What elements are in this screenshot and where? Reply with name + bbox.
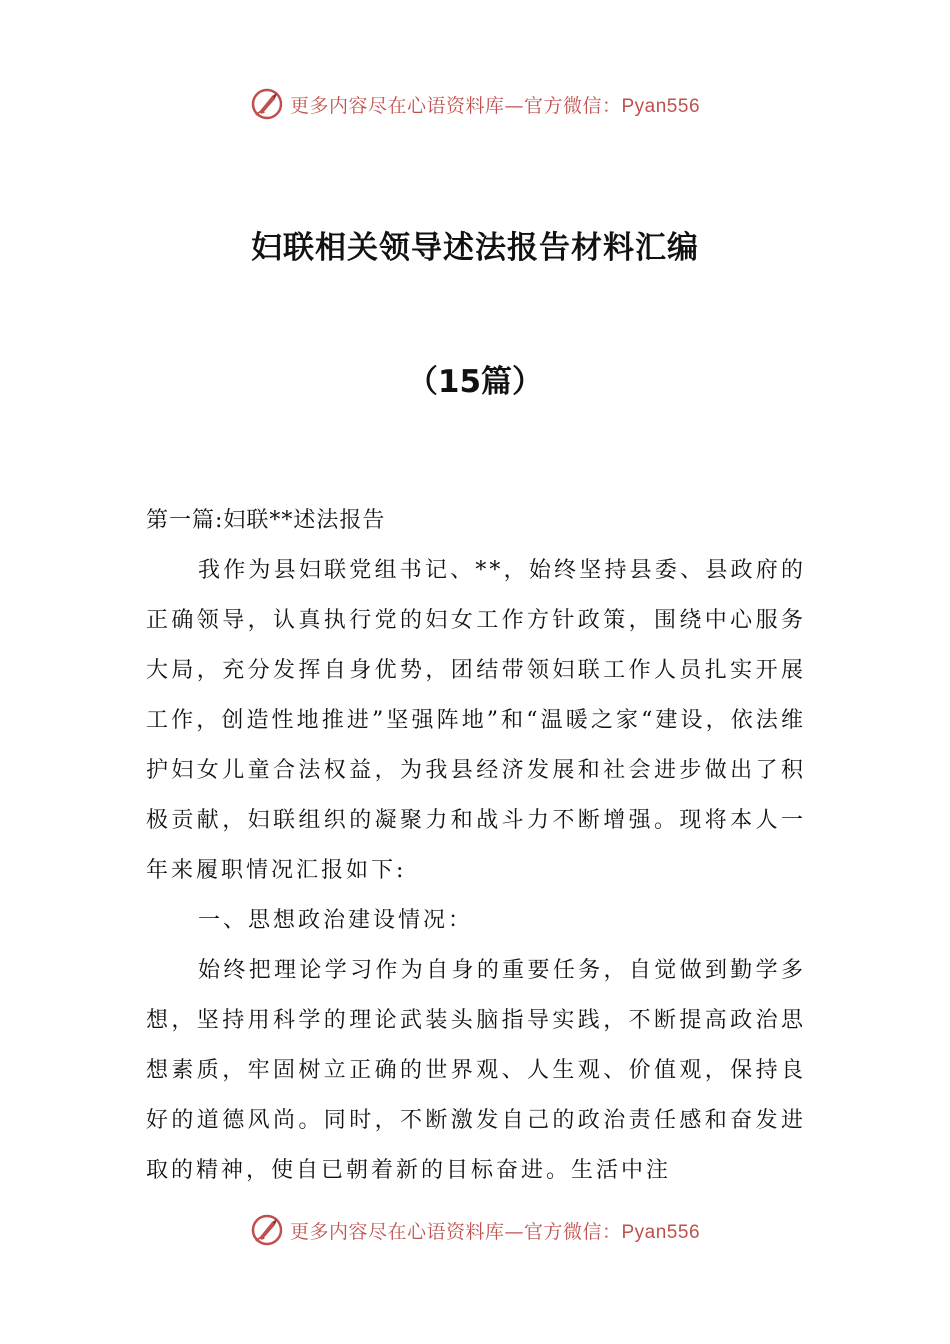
subsection-heading: 一、思想政治建设情况：	[198, 908, 474, 933]
document-body	[146, 496, 806, 1196]
document-subtitle: （15篇）	[406, 364, 544, 400]
footer-watermark	[0, 1210, 950, 1250]
watermark-text: 更多内容尽在心语资料库—官方微信：Pyan556	[289, 94, 701, 117]
watermark-handle: Pyan556	[621, 95, 701, 117]
section-heading: 第一篇:妇联**述法报告	[146, 508, 386, 533]
body-paragraph: 始终把理论学习作为自身的重要任务，自觉做到勤学多想，坚持用科学的理论武装头脑指导实践，不断提高政治思想素质，牢固树立正确的世界观、人生观、价值观，保持良好的道德风尚。同时，不断激发自己的政治责任感和奋发进取的精神，使自已朝着新的目标奋进。生活中注	[146, 958, 806, 1183]
pen-quill-icon	[250, 1213, 284, 1247]
watermark-text: 更多内容尽在心语资料库—官方微信：Pyan556	[289, 1220, 701, 1243]
header-watermark	[0, 84, 950, 124]
pen-quill-icon	[250, 87, 284, 121]
body-paragraph: 我作为县妇联党组书记、**，始终坚持县委、县政府的正确领导，认真执行党的妇女工作方针政策，围绕中心服务大局，充分发挥自身优势，团结带领妇联工作人员扎实开展工作，创造性地推进”坚强阵地”和“温暖之家“建设，依法维护妇女儿童合法权益，为我县经济发展和社会进步做出了积极贡献，妇联组织的凝聚力和战斗力不断增强。现将本人一年来履职情况汇报如下:	[146, 558, 806, 883]
watermark-handle: Pyan556	[621, 1221, 701, 1243]
document-title: 妇联相关领导述法报告材料汇编	[251, 230, 699, 266]
